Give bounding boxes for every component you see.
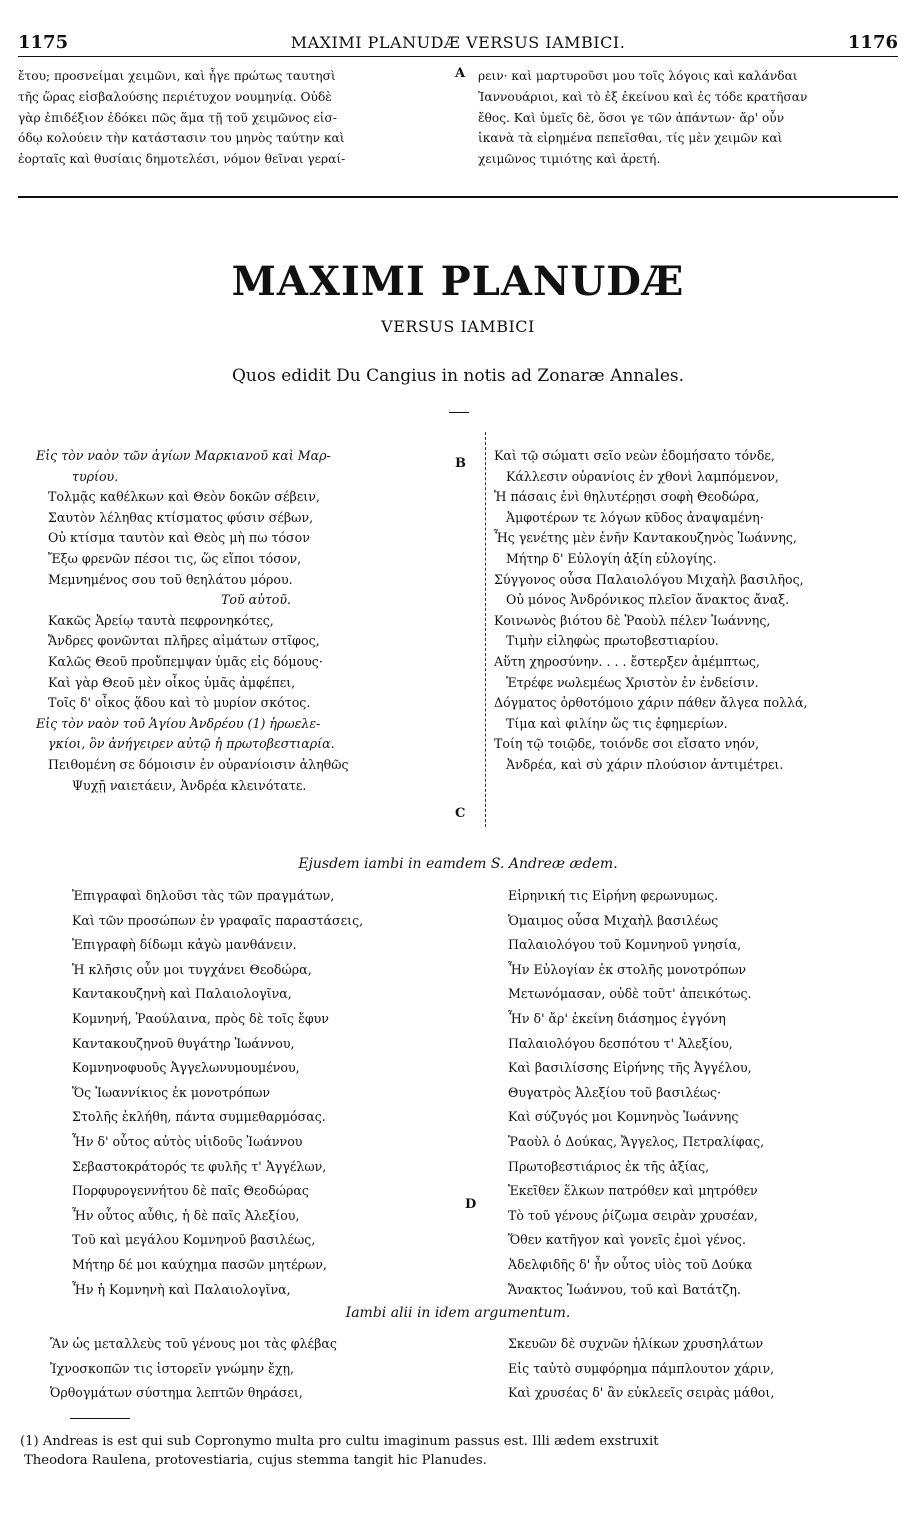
verse-line: Ἐπιγραφὴ δίδωμι κἀγὼ μανθάνειν. xyxy=(72,937,297,953)
verse-line: Ἡ πάσαις ἐνὶ θηλυτέρῃσι σοφὴ Θεοδώρα, xyxy=(494,489,760,505)
verse-line: Σαυτὸν λέληθας κτίσματος φύσιν σέβων, xyxy=(48,509,314,525)
prose-left-column xyxy=(18,66,448,170)
verse-line: Ὁμαιμος οὖσα Μιχαὴλ βασιλέως xyxy=(508,912,719,928)
section3-right-column xyxy=(508,1332,908,1406)
verse-line: Καὶ σύζυγός μοι Κομνηνὸς Ἰωάννης xyxy=(508,1109,739,1125)
prose-line: ἱκανὰ τὰ εἰρημένα πεπεῖσθαι, τίς μὲν χειμῶν καὶ xyxy=(478,131,783,146)
verse-line: Ἔξω φρενῶν πέσοι τις, ὥς εἴποι τόσον, xyxy=(48,550,302,566)
prose-line: γὰρ ἐπιδέξιον ἐδόκει πῶς ἅμα τῇ τοῦ χειμῶνος εἰσ- xyxy=(18,110,337,125)
section3-left-column xyxy=(50,1332,470,1406)
verse-line: Μήτηρ δέ μοι καύχημα πασῶν μητέρων, xyxy=(72,1256,327,1272)
prose-line: ρειν· καὶ μαρτυροῦσι μου τοῖς λόγοις καὶ καλάνδαι xyxy=(478,69,798,83)
verse-line: Ὅς Ἰωαννίκιος ἐκ μονοτρόπων xyxy=(72,1084,271,1100)
verse-line: Στολῆς ἐκλήθη, πάντα συμμεθαρμόσας. xyxy=(72,1109,326,1125)
verse-line: τυρίου. xyxy=(72,468,119,484)
verse-line: Δόγματος ὀρθοτόμοιο χάριν πάθεν ἄλγεα πολλά, xyxy=(494,695,808,711)
section2-right-column xyxy=(508,884,908,1302)
verse-line: Ἦν Εὐλογίαν ἐκ στολῆς μονοτρόπων xyxy=(508,961,747,977)
prose-right-column xyxy=(478,66,908,170)
section-rule xyxy=(18,196,898,198)
verse-line: Πορφυρογεννήτου δὲ παῖς Θεοδώρας xyxy=(72,1183,309,1199)
verse-line: Καντακουζηνὴ καὶ Παλαιολογῖνα, xyxy=(72,986,292,1002)
verse-line: Ἰχνοσκοπῶν τις ἱστορεῖν γνώμην ἔχῃ, xyxy=(50,1360,295,1376)
verse-line: Καντακουζηνοῦ θυγάτηρ Ἰωάννου, xyxy=(72,1035,295,1051)
verse-line: Σύγγονος οὖσα Παλαιολόγου Μιχαὴλ βασιλῆος, xyxy=(494,571,804,587)
prose-line: χειμῶνος τιμιότης καὶ ἀρετή. xyxy=(478,152,661,167)
verse-line: Οὐ κτίσμα ταυτὸν καὶ Θεὸς μὴ πω τόσον xyxy=(48,530,310,546)
prose-line: ἑορταῖς καὶ θυσίαις δημοτελέσι, νόμον θεῖναι γεραί- xyxy=(18,152,346,167)
verse-line: Εἰς τὸν ναὸν τοῦ Ἁγίου Ἀνδρέου (1) ἡρωελε- xyxy=(36,715,321,731)
verse-line: Ἦν οὗτος αὖθις, ἡ δὲ παῖς Ἀλεξίου, xyxy=(72,1207,300,1223)
source-line: Quos edidit Du Cangius in notis ad Zonaræ Annales. xyxy=(231,366,685,386)
prose-line: όδῳ κολούειν τὴν κατάστασιν του μηνὸς ταύτην καὶ xyxy=(18,131,345,146)
verse-line: Ἧς γενέτης μὲν ἐνῆν Καντακουζηνὸς Ἰωάννης, xyxy=(494,530,797,546)
verse-line: Κακῶς Ἀρείῳ ταυτὰ πεφρονηκότες, xyxy=(48,612,274,628)
margin-marker-b: B xyxy=(455,456,466,471)
poem1-left-column xyxy=(36,446,476,796)
verse-line: Ὅθεν κατῆγον καὶ γονεῖς ἐμοὶ γένος. xyxy=(508,1232,746,1248)
verse-line: Ἐτρέφε νωλεμέως Χριστὸν ἐν ἐνδείσιν. xyxy=(506,674,759,690)
margin-marker-d: D xyxy=(465,1197,477,1212)
footnote xyxy=(20,1432,896,1470)
sub-title: VERSUS IAMBICI xyxy=(381,317,535,336)
verse-line: Τοίη τῷ τοιῷδε, τοιόνδε σοι εἴσατο νηόν, xyxy=(494,736,760,752)
main-title: MAXIMI PLANUDÆ xyxy=(231,258,685,305)
verse-line: Παλαιολόγου δεσπότου τ' Ἀλεξίου, xyxy=(508,1035,733,1051)
verse-line: Τίμα καὶ φιλίην ὥς τις ἐφημερίων. xyxy=(506,715,728,731)
verse-line: Κομνηνοφυοῦς Ἀγγελωνυμουμένου, xyxy=(72,1060,300,1076)
verse-line: Τοῦ αὐτοῦ. xyxy=(220,592,291,608)
verse-line: Εἰρηνική τις Εἰρήνη φερωνυμως. xyxy=(508,888,719,903)
verse-line: Ἀνδρέα, καὶ σὺ χάριν πλούσιον ἀντιμέτρει. xyxy=(506,756,784,772)
verse-line: Ἡ κλῆσις οὖν μοι τυγχάνει Θεοδώρα, xyxy=(72,961,312,977)
verse-line: Κομνηνή, Ῥαούλαινα, πρὸς δὲ τοῖς ἔφυν xyxy=(72,1010,329,1026)
verse-line: Πρωτοβεστιάριος ἐκ τῆς ἀξίας, xyxy=(508,1158,710,1174)
verse-line: Μετωνόμασαν, οὐδὲ τοῦτ' ἀπεικότως. xyxy=(508,986,752,1002)
section-heading-2: Ejusdem iambi in eamdem S. Andreæ ædem. xyxy=(298,856,618,872)
verse-line: Τιμὴν εἰληφὼς πρωτοβεστιαρίου. xyxy=(506,633,719,649)
verse-line: Οὐ μόνος Ἀνδρόνικος πλεῖον ἄνακτος ἄναξ. xyxy=(506,592,790,608)
verse-line: Πειθομένη σε δόμοισιν ἐν οὐρανίοισιν ἀληθῶς xyxy=(48,756,349,772)
verse-line: Παλαιολόγου τοῦ Κομνηνοῦ γνησία, xyxy=(508,937,742,953)
verse-line: Ὀρθογμάτων σύστημα λεπτῶν θηράσει, xyxy=(50,1385,303,1401)
verse-line: Καὶ γὰρ Θεοῦ μὲν οἶκος ὑμᾶς ἀμφέπει, xyxy=(48,674,296,690)
prose-line: τῆς ὥρας εἰσβαλούσης περιέτυχον νουμηνίᾳ. Οὐδὲ xyxy=(18,89,332,104)
poem1-right-column xyxy=(494,446,904,776)
verse-line: Καὶ τῶν προσώπων ἐν γραφαῖς παραστάσεις, xyxy=(72,912,364,928)
running-head xyxy=(18,32,898,57)
section-heading-3: Iambi alii in idem argumentum. xyxy=(345,1305,571,1321)
verse-line: Κάλλεσιν οὐρανίοις ἐν χθονὶ λαμπόμενον, xyxy=(506,468,779,484)
verse-line: Αὕτη χηροσύνην. . . . ἔστερξεν ἀμέμπτως, xyxy=(494,653,760,669)
verse-line: Ἐκεῖθεν ἕλκων πατρόθεν καὶ μητρόθεν xyxy=(508,1183,758,1199)
left-page-number: 1175 xyxy=(18,32,69,53)
footnote-line-1: (1) Andreas is est qui sub Copronymo multa pro cultu imaginum passus est. Illi ædem exstruxit xyxy=(20,1434,659,1449)
verse-line: Ἦν δ' οὗτος αὐτὸς υἱιδοῦς Ἰωάννου xyxy=(72,1133,303,1149)
footnote-rule xyxy=(70,1418,130,1419)
continued-prose xyxy=(18,66,898,182)
verse-line: Μεμνημένος σου τοῦ θεηλάτου μόρου. xyxy=(48,571,293,587)
verse-line: Ἄνακτος Ἰωάννου, τοῦ καὶ Βατάτζη. xyxy=(508,1281,741,1297)
right-page-number: 1176 xyxy=(847,32,898,53)
verse-line: Ἐπιγραφαὶ δηλοῦσι τὰς τῶν πραγμάτων, xyxy=(72,888,335,903)
verse-line: Καὶ τῷ σώματι σεῖο νεὼν ἐδομήσατο τόνδε, xyxy=(494,448,775,463)
verse-line: Τοῖς δ' οἶκος ᾅδου καὶ τὸ μυρίον σκότος. xyxy=(48,695,311,711)
verse-line: Ἂν ὡς μεταλλεὺς τοῦ γένους μοι τὰς φλέβας xyxy=(50,1336,337,1351)
verse-line: Καὶ βασιλίσσης Εἰρήνης τῆς Ἀγγέλου, xyxy=(508,1060,752,1076)
verse-line: Ῥαοὺλ ὁ Δούκας, Ἄγγελος, Πετραλίφας, xyxy=(508,1133,765,1149)
verse-line: Ἦν ἡ Κομνηνὴ καὶ Παλαιολογῖνα, xyxy=(72,1281,291,1297)
verse-line: Ἀδελφιδῆς δ' ἦν οὗτος υἱὸς τοῦ Δούκα xyxy=(508,1256,753,1272)
verse-line: Ἀμφοτέρων τε λόγων κῦδος ἀναψαμένη· xyxy=(506,509,764,525)
verse-line: Καλῶς Θεοῦ προὔπεμψαν ὑμᾶς εἰς δόμους· xyxy=(48,653,323,669)
verse-line: Τὸ τοῦ γένους ῥίζωμα σειρὰν χρυσέαν, xyxy=(508,1207,758,1223)
verse-line: Ἦν δ' ἄρ' ἐκείνη διάσημος ἐγγόνη xyxy=(508,1010,726,1026)
verse-line: Κοινωνὸς βιότου δὲ Ῥαοὺλ πέλεν Ἰωάννης, xyxy=(494,612,771,628)
short-rule xyxy=(449,412,469,413)
section2-left-column xyxy=(72,884,462,1302)
verse-line: γκίοι, ὃν ἀνήγειρεν αὐτῷ ἡ πρωτοβεστιαρία. xyxy=(48,736,335,752)
verse-line: Θυγατρὸς Ἀλεξίου τοῦ βασιλέως· xyxy=(508,1084,722,1100)
prose-line: Ἰαννουάριοι, καὶ τὸ ἐξ ἐκείνου καὶ ἐς τόδε κρατῆσαν xyxy=(478,89,808,104)
verse-line: Σκευῶν δὲ συχνῶν ἡλίκων χρυσηλάτων xyxy=(508,1336,764,1351)
verse-line: Ψυχῇ ναιετάειν, Ἀνδρέα κλεινότατε. xyxy=(72,777,307,793)
verse-line: Εἰς τὸν ναὸν τῶν ἁγίων Μαρκιανοῦ καὶ Μαρ- xyxy=(36,448,331,463)
verse-line: Καὶ χρυσέας δ' ἂν εὐκλεεῖς σειρὰς μάθοι, xyxy=(508,1385,775,1401)
verse-line: Μήτηρ δ' Εὐλογίη ἀξίη εὐλογίης. xyxy=(506,550,717,566)
verse-line: Εἰς ταὐτὸ συμφόρημα πάμπλουτον χάριν, xyxy=(508,1360,775,1376)
verse-line: Ἄνδρες φονῶνται πλῆρες αἱμάτων στῖφος, xyxy=(48,633,320,649)
verse-line: Σεβαστοκράτορός τε φυλῆς τ' Ἀγγέλων, xyxy=(72,1158,327,1174)
running-title: MAXIMI PLANUDÆ VERSUS IAMBICI. xyxy=(290,33,626,52)
prose-line: ἔθος. Καὶ ὑμεῖς δὲ, ὅσοι γε τῶν ἀπάντων· ἄρ' οὖν xyxy=(478,110,785,125)
margin-marker-c: C xyxy=(455,806,466,821)
column-divider xyxy=(485,432,486,827)
footnote-line-2: Theodora Raulena, protovestiaria, cujus stemma tangit hic Planudes. xyxy=(24,1453,487,1468)
verse-line: Τολμᾷς καθέλκων καὶ Θεὸν δοκῶν σέβειν, xyxy=(48,489,320,505)
margin-marker-a: A xyxy=(455,66,466,81)
verse-line: Τοῦ καὶ μεγάλου Κομνηνοῦ βασιλέως, xyxy=(72,1232,316,1248)
prose-line: ἔτου; προσνείμαι χειμῶνι, καὶ ἦγε πρώτως ταυτησὶ xyxy=(18,69,336,83)
